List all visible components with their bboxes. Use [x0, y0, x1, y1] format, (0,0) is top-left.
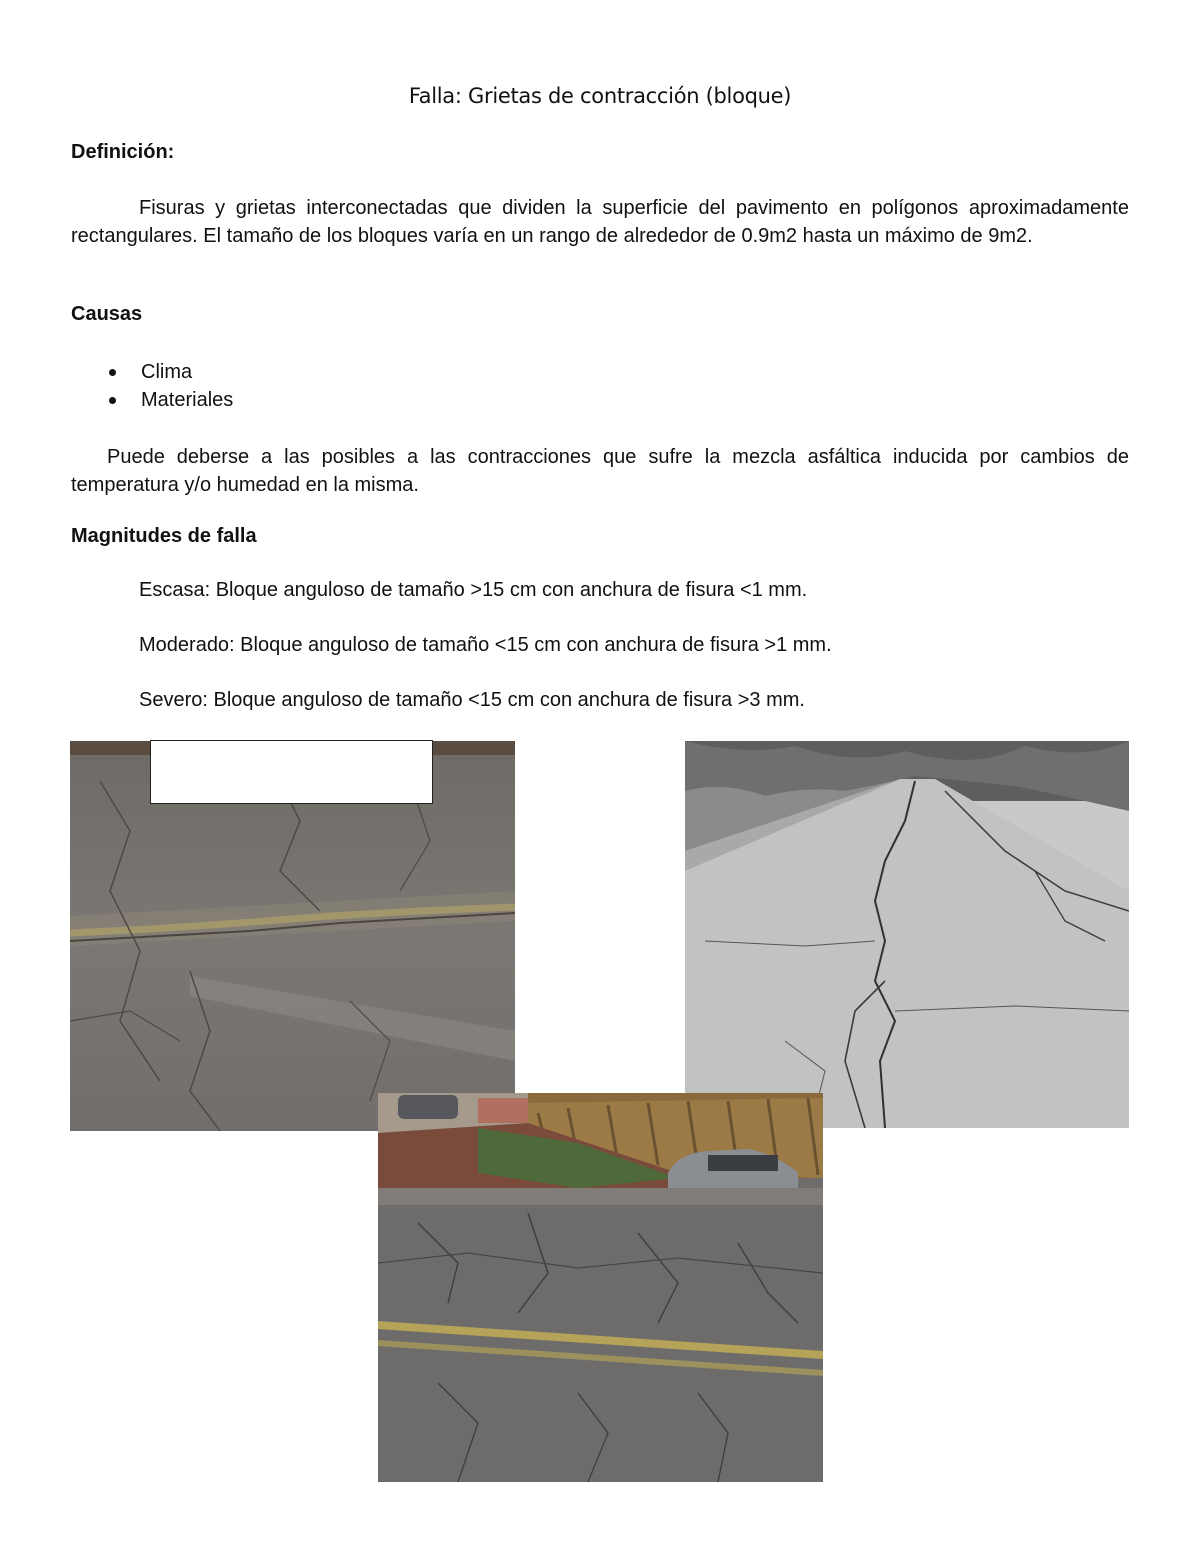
list-item: Clima	[71, 358, 233, 386]
causes-list	[71, 358, 233, 414]
causes-text: Puede deberse a las posibles a las contracciones que sufre la mezcla asfáltica inducida por cambios de temperatura y/o humedad en la misma.	[71, 446, 1129, 496]
list-item: Materiales	[71, 386, 233, 414]
bullet-icon	[109, 397, 116, 404]
photo-cracked-rural-road	[685, 741, 1129, 1128]
definition-text: Fisuras y grietas interconectadas que dividen la superficie del pavimento en polígonos aproximadamente rectangulares. El tamaño de los bloques varía en un rango de alrededor de 0.9m2 hasta un máximo de 9m2.	[71, 197, 1129, 247]
bullet-icon	[109, 369, 116, 376]
definition-heading: Definición:	[71, 141, 175, 163]
magnitude-moderado: Moderado: Bloque anguloso de tamaño <15 cm con anchura de fisura >1 mm.	[139, 634, 832, 656]
magnitudes-heading: Magnitudes de falla	[71, 525, 257, 547]
photo-cracked-road-with-car	[378, 1093, 823, 1482]
magnitude-escasa: Escasa: Bloque anguloso de tamaño >15 cm con anchura de fisura <1 mm.	[139, 579, 808, 601]
magnitude-severo: Severo: Bloque anguloso de tamaño <15 cm con anchura de fisura >3 mm.	[139, 689, 805, 711]
photo-label-box	[150, 740, 433, 804]
causes-heading: Causas	[71, 303, 143, 325]
page-title: Falla: Grietas de contracción (bloque)	[408, 84, 792, 108]
